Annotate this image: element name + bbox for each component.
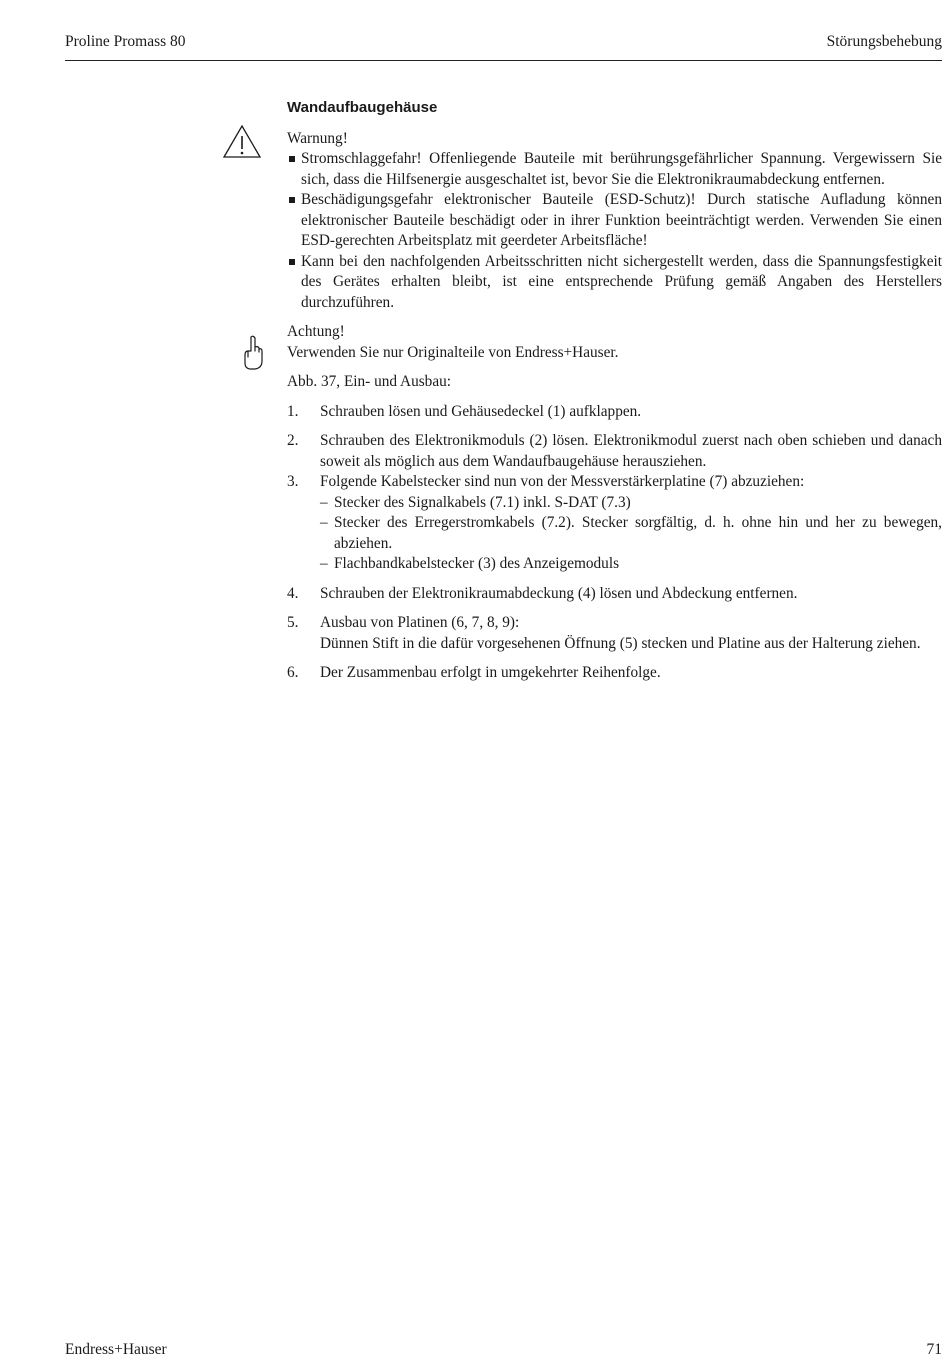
figure-reference: Abb. 37, Ein- und Ausbau:	[287, 373, 452, 390]
warning-bullet: Kann bei den nachfolgenden Arbeitsschritten nicht sichergestellt werden, dass die Spannungsfestigkeit des Gerätes erhalten bleibt, ist eine entsprechende Prüfung gemäß Angaben des Herstellers durchzuführen.	[287, 252, 942, 314]
step-number: 1.	[287, 402, 299, 420]
caution-label: Achtung!	[287, 323, 345, 340]
connector-item: – Stecker des Signalkabels (7.1) inkl. S-DAT (7.3)	[320, 493, 942, 514]
warning-bullet: Stromschlaggefahr! Offenliegende Bauteile mit berührungsgefährlicher Spannung. Vergewissern Sie sich, dass die Hilfsenergie ausgeschaltet ist, bevor Sie die Elektronikraumabdeckung entfernen.	[287, 149, 942, 190]
main-content	[287, 98, 942, 693]
warning-bullet-list	[287, 149, 942, 313]
step-text: Der Zusammenbau erfolgt in umgekehrter Reihenfolge.	[320, 664, 661, 681]
step-number: 5.	[287, 614, 299, 631]
section-title: Wandaufbaugehäuse	[287, 99, 438, 116]
warning-triangle-icon	[222, 124, 262, 160]
header-product-name: Proline Promass 80	[65, 33, 186, 50]
warning-label: Warnung!	[287, 129, 348, 147]
step-number: 4.	[287, 584, 299, 602]
procedure-steps	[287, 402, 942, 684]
step-text: Folgende Kabelstecker sind nun von der Messverstärkerplatine (7) abzuziehen:	[320, 473, 805, 490]
header-chapter-title: Störungsbehebung	[826, 33, 942, 50]
step-number: 3.	[287, 473, 299, 490]
step-number: 6.	[287, 664, 299, 681]
step-item	[287, 402, 942, 423]
step-item	[287, 613, 942, 654]
connector-list	[320, 493, 942, 575]
pointing-hand-icon	[241, 335, 265, 371]
step-item	[287, 663, 942, 684]
page-header	[65, 30, 942, 61]
step-text: Schrauben des Elektronikmoduls (2) lösen. Elektronikmodul zuerst nach oben schieben und danach soweit als möglich aus dem Wandaufbaugehäuse herausziehen.	[320, 432, 942, 470]
page-number: 71	[926, 1341, 942, 1358]
connector-item: – Stecker des Erregerstromkabels (7.2). Stecker sorgfältig, d. h. ohne hin und her zu bewegen, abziehen.	[320, 513, 942, 554]
footer-company: Endress+Hauser	[65, 1341, 167, 1358]
caution-text: Verwenden Sie nur Originalteile von Endress+Hauser.	[287, 343, 619, 361]
step-item	[287, 431, 942, 472]
step-number: 2.	[287, 432, 299, 449]
step-item	[287, 584, 942, 605]
warning-bullet: Beschädigungsgefahr elektronischer Bauteile (ESD-Schutz)! Durch statische Aufladung können elektronischer Bauteile beschädigt oder in ihrer Funktion beeinträchtigt werden. Verwenden Sie einen ESD-gerechten Arbeitsplatz mit geerdeter Arbeitsfläche!	[287, 190, 942, 252]
step-text-continued: Dünnen Stift in die dafür vorgesehenen Öffnung (5) stecken und Platine aus der Halterung ziehen.	[320, 634, 921, 652]
step-text: Schrauben der Elektronikraumabdeckung (4) lösen und Abdeckung entfernen.	[320, 584, 798, 602]
step-item	[287, 472, 942, 575]
step-text: Ausbau von Platinen (6, 7, 8, 9):	[320, 614, 520, 631]
step-text: Schrauben lösen und Gehäusedeckel (1) aufklappen.	[320, 402, 642, 420]
connector-item: – Flachbandkabelstecker (3) des Anzeigemoduls	[320, 554, 942, 575]
